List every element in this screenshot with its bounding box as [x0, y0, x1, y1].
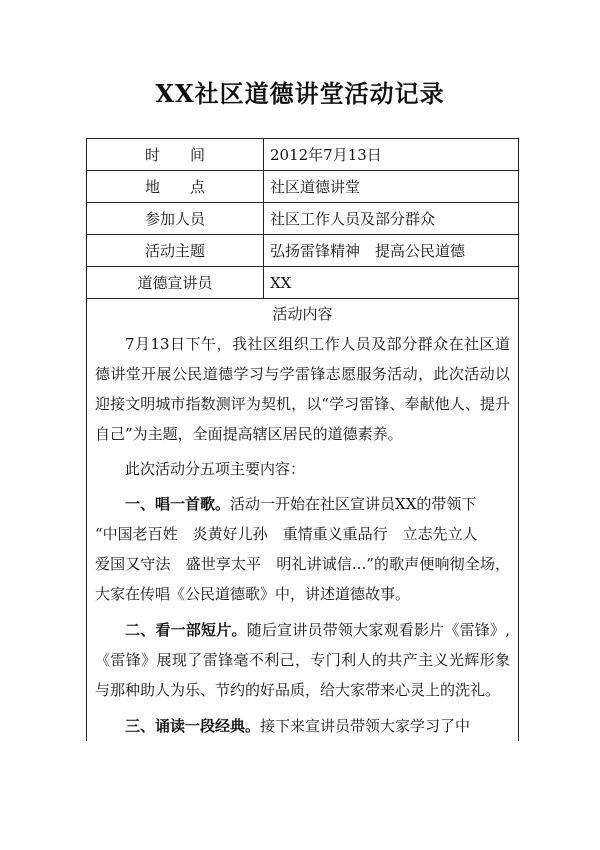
table-row-participants [87, 203, 519, 235]
record-table [86, 138, 519, 741]
label-lecturer: 道德宣讲员 [87, 267, 264, 299]
table-row-location [87, 171, 519, 203]
label-participants: 参加人员 [87, 203, 264, 235]
content-cell [87, 299, 519, 742]
label-location: 地 点 [87, 171, 264, 203]
item-3-text: 接下来宣讲员带领大家学习了中 [260, 717, 471, 735]
table-row-content [87, 299, 519, 742]
item-1-title: 一、唱一首歌。 [125, 495, 231, 513]
item-2-paragraph [95, 615, 510, 705]
item-2-title: 二、看一部短片。 [125, 621, 247, 639]
item-1-text: 活动一开始在社区宣讲员XX的带领下 [230, 495, 477, 513]
item-1-paragraph [95, 489, 510, 519]
page-title: XX社区道德讲堂活动记录 [155, 79, 445, 108]
content-body [87, 327, 518, 741]
intro-paragraph: 7月13日下午，我社区组织工作人员及部分群众在社区道德讲堂开展公民道德学习与学雷锋志愿服务活动，此次活动以迎接文明城市指数测评为契机，以“学习雷锋、奉献他人、提升自己”为主题，全面提高辖区居民的道德素养。 [95, 335, 510, 443]
value-time: 2012年7月13日 [264, 139, 519, 171]
table-row-theme [87, 235, 519, 267]
item-3-paragraph [95, 711, 510, 741]
item-2-text: 随后宣讲员带领大家观看影片《雷锋》,《雷锋》展现了雷锋毫不利己，专门利人的共产主义光辉形象与那种助人为乐、节约的好品质，给大家带来心灵上的洗礼。 [95, 621, 510, 699]
value-lecturer: XX [264, 267, 519, 299]
value-participants: 社区工作人员及部分群众 [264, 203, 519, 235]
item-1-lyric-line: “中国老百姓 炎黄好儿孙 重情重义重品行 立志先立人 [95, 525, 478, 543]
value-location: 社区道德讲堂 [264, 171, 519, 203]
value-theme: 弘扬雷锋精神 提高公民道德 [264, 235, 519, 267]
table-row-time [87, 139, 519, 171]
label-theme: 活动主题 [87, 235, 264, 267]
content-heading: 活动内容 [272, 305, 333, 323]
overview-paragraph: 此次活动分五项主要内容： [125, 460, 306, 478]
label-time: 时 间 [87, 139, 264, 171]
item-3-title: 三、诵读一段经典。 [125, 717, 261, 735]
item-1-lyric-rest: 爱国又守法 盛世享太平 明礼讲诚信...”的歌声便响彻全场，大家在传唱《公民道德歌》中，讲述道德故事。 [95, 555, 510, 603]
table-row-lecturer [87, 267, 519, 299]
